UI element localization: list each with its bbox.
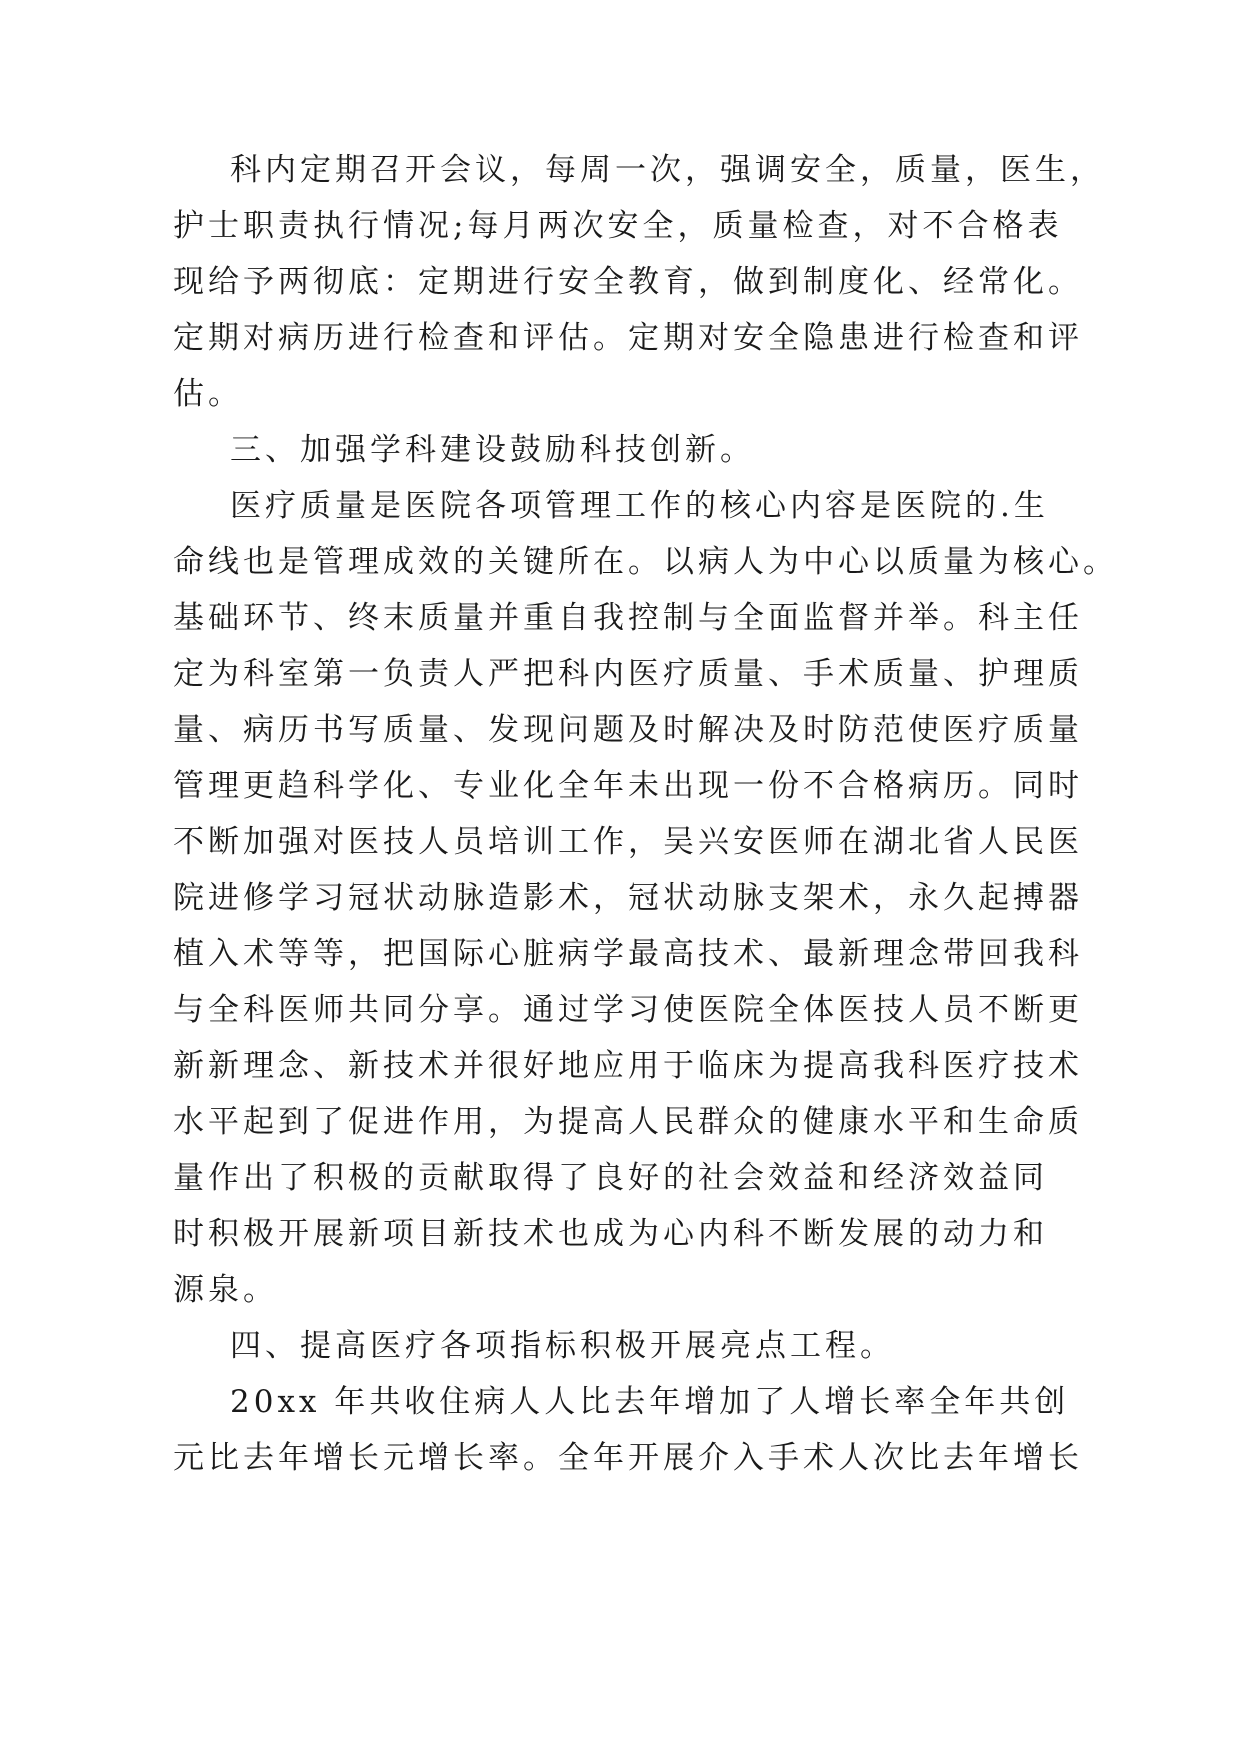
text-line: 管理更趋科学化、专业化全年未出现一份不合格病历。同时: [173, 768, 1083, 804]
text-line: 20xx 年共收住病人人比去年增加了人增长率全年共创: [230, 1384, 1070, 1420]
text-line: 基础环节、终末质量并重自我控制与全面监督并举。科主任: [173, 600, 1083, 636]
text-line: 水平起到了促进作用，为提高人民群众的健康水平和生命质: [173, 1104, 1083, 1140]
text-line: 科内定期召开会议，每周一次，强调安全，质量，医生，: [230, 152, 1105, 188]
text-line: 定期对病历进行检查和评估。定期对安全隐患进行检查和评: [173, 320, 1083, 356]
text-line: 量、病历书写质量、发现问题及时解决及时防范使医疗质量: [173, 712, 1083, 748]
section-heading: 三、加强学科建设鼓励科技创新。: [230, 432, 755, 468]
text-line: 植入术等等，把国际心脏病学最高技术、最新理念带回我科: [173, 936, 1083, 972]
text-line: 不断加强对医技人员培训工作，吴兴安医师在湖北省人民医: [173, 824, 1083, 860]
text-line: 元比去年增长元增长率。全年开展介入手术人次比去年增长: [173, 1440, 1083, 1476]
text-line: 院进修学习冠状动脉造影术，冠状动脉支架术，永久起搏器: [173, 880, 1083, 916]
text-line: 护士职责执行情况;每月两次安全，质量检查，对不合格表: [173, 208, 1063, 244]
text-line: 估。: [173, 376, 243, 412]
text-line: 源泉。: [173, 1272, 278, 1308]
text-line: 现给予两彻底：定期进行安全教育，做到制度化、经常化。: [173, 264, 1083, 300]
text-line: 量作出了积极的贡献取得了良好的社会效益和经济效益同: [173, 1160, 1048, 1196]
text-line: 时积极开展新项目新技术也成为心内科不断发展的动力和: [173, 1216, 1048, 1252]
text-line: 命线也是管理成效的关键所在。以病人为中心以质量为核心。: [173, 544, 1118, 580]
text-line: 定为科室第一负责人严把科内医疗质量、手术质量、护理质: [173, 656, 1083, 692]
text-line: 医疗质量是医院各项管理工作的核心内容是医院的.生: [230, 488, 1049, 524]
text-line: 新新理念、新技术并很好地应用于临床为提高我科医疗技术: [173, 1048, 1083, 1084]
section-heading: 四、提高医疗各项指标积极开展亮点工程。: [230, 1328, 895, 1364]
text-line: 与全科医师共同分享。通过学习使医院全体医技人员不断更: [173, 992, 1083, 1028]
